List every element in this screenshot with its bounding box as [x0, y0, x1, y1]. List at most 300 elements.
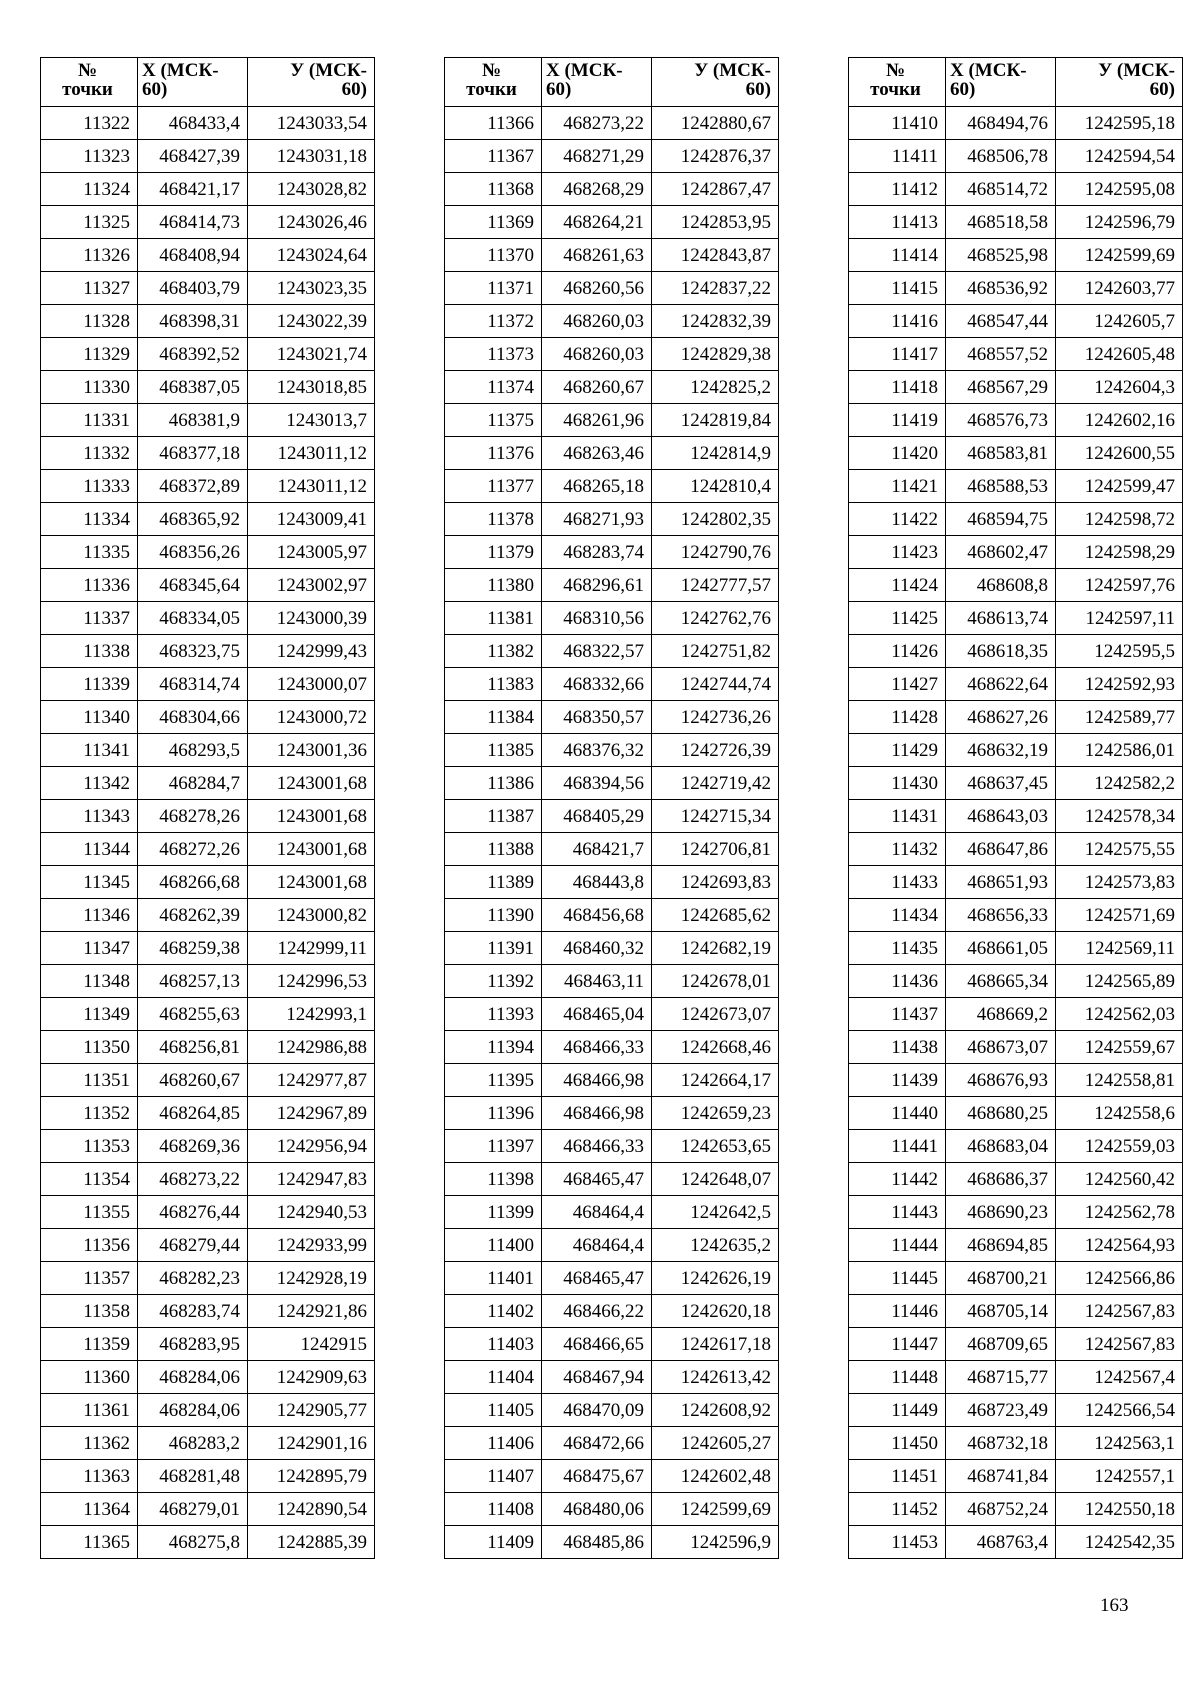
table-row: [849, 734, 1183, 767]
table-row: [445, 272, 779, 305]
y-coordinate-cell: 1242562,78: [1056, 1196, 1183, 1229]
y-coordinate-cell: 1243023,35: [248, 272, 375, 305]
y-coordinate-cell: 1242956,94: [248, 1130, 375, 1163]
table-row: [41, 833, 375, 866]
point-number-cell: 11428: [849, 701, 946, 734]
x-coordinate-cell: 468594,75: [946, 503, 1056, 536]
table-row: [445, 1163, 779, 1196]
table-row: [41, 965, 375, 998]
point-number-cell: 11373: [445, 338, 542, 371]
table-row: [849, 800, 1183, 833]
point-number-cell: 11343: [41, 800, 138, 833]
point-number-cell: 11340: [41, 701, 138, 734]
point-number-cell: 11447: [849, 1328, 946, 1361]
x-coordinate-cell: 468314,74: [138, 668, 248, 701]
point-number-cell: 11351: [41, 1064, 138, 1097]
x-coordinate-cell: 468647,86: [946, 833, 1056, 866]
point-number-cell: 11387: [445, 800, 542, 833]
table-row: [445, 1295, 779, 1328]
table-row: [849, 1460, 1183, 1493]
table-row: [849, 635, 1183, 668]
point-number-cell: 11345: [41, 866, 138, 899]
y-coordinate-cell: 1242829,38: [652, 338, 779, 371]
x-coordinate-cell: 468690,23: [946, 1196, 1056, 1229]
x-coordinate-cell: 468673,07: [946, 1031, 1056, 1064]
y-coordinate-cell: 1242542,35: [1056, 1526, 1183, 1559]
x-coordinate-cell: 468480,06: [542, 1493, 652, 1526]
y-coordinate-cell: 1242915: [248, 1328, 375, 1361]
point-number-header: № точки: [41, 58, 138, 107]
x-coordinate-cell: 468256,81: [138, 1031, 248, 1064]
table-row: [445, 1229, 779, 1262]
table-row: [41, 1031, 375, 1064]
y-coordinate-cell: 1242719,42: [652, 767, 779, 800]
point-number-header: № точки: [445, 58, 542, 107]
point-number-cell: 11438: [849, 1031, 946, 1064]
point-number-cell: 11396: [445, 1097, 542, 1130]
point-number-cell: 11370: [445, 239, 542, 272]
x-coordinate-cell: 468398,31: [138, 305, 248, 338]
x-coordinate-cell: 468265,18: [542, 470, 652, 503]
table-row: [41, 1493, 375, 1526]
y-coordinate-header: У (МСК- 60): [1056, 58, 1183, 107]
y-coordinate-cell: 1242867,47: [652, 173, 779, 206]
table-row: [445, 1262, 779, 1295]
point-number-cell: 11444: [849, 1229, 946, 1262]
x-coordinate-cell: 468365,92: [138, 503, 248, 536]
y-coordinate-cell: 1242586,01: [1056, 734, 1183, 767]
y-coordinate-cell: 1242564,93: [1056, 1229, 1183, 1262]
table-row: [849, 503, 1183, 536]
table-row: [445, 1493, 779, 1526]
x-coordinate-cell: 468278,26: [138, 800, 248, 833]
page-number: 163: [1100, 1595, 1129, 1616]
point-number-cell: 11446: [849, 1295, 946, 1328]
table-row: [849, 305, 1183, 338]
table-row: [445, 140, 779, 173]
x-coordinate-cell: 468576,73: [946, 404, 1056, 437]
point-number-cell: 11346: [41, 899, 138, 932]
x-coordinate-cell: 468651,93: [946, 866, 1056, 899]
y-coordinate-cell: 1242582,2: [1056, 767, 1183, 800]
y-coordinate-cell: 1242802,35: [652, 503, 779, 536]
point-number-cell: 11323: [41, 140, 138, 173]
table-row: [849, 140, 1183, 173]
y-coordinate-cell: 1242599,47: [1056, 470, 1183, 503]
y-coordinate-cell: 1242682,19: [652, 932, 779, 965]
x-coordinate-cell: 468723,49: [946, 1394, 1056, 1427]
y-coordinate-cell: 1242876,37: [652, 140, 779, 173]
table-row: [41, 206, 375, 239]
table-row: [445, 371, 779, 404]
y-coordinate-cell: 1242832,39: [652, 305, 779, 338]
y-coordinate-cell: 1242996,53: [248, 965, 375, 998]
x-coordinate-cell: 468547,44: [946, 305, 1056, 338]
point-number-cell: 11368: [445, 173, 542, 206]
table-row: [41, 767, 375, 800]
table-row: [445, 767, 779, 800]
point-number-cell: 11426: [849, 635, 946, 668]
table-row: [41, 1295, 375, 1328]
x-coordinate-cell: 468466,65: [542, 1328, 652, 1361]
point-number-cell: 11381: [445, 602, 542, 635]
x-coordinate-cell: 468263,46: [542, 437, 652, 470]
x-coordinate-cell: 468464,4: [542, 1196, 652, 1229]
table-row: [445, 635, 779, 668]
point-number-cell: 11342: [41, 767, 138, 800]
point-number-cell: 11358: [41, 1295, 138, 1328]
y-coordinate-cell: 1243011,12: [248, 470, 375, 503]
point-number-cell: 11360: [41, 1361, 138, 1394]
x-coordinate-cell: 468261,63: [542, 239, 652, 272]
y-coordinate-cell: 1242602,48: [652, 1460, 779, 1493]
x-coordinate-cell: 468282,23: [138, 1262, 248, 1295]
point-number-cell: 11403: [445, 1328, 542, 1361]
point-number-cell: 11364: [41, 1493, 138, 1526]
y-coordinate-cell: 1242626,19: [652, 1262, 779, 1295]
point-number-cell: 11393: [445, 998, 542, 1031]
table-row: [41, 470, 375, 503]
table-row: [849, 1229, 1183, 1262]
y-coordinate-cell: 1242567,83: [1056, 1295, 1183, 1328]
x-coordinate-cell: 468602,47: [946, 536, 1056, 569]
x-coordinate-cell: 468608,8: [946, 569, 1056, 602]
point-number-cell: 11433: [849, 866, 946, 899]
table-row: [41, 173, 375, 206]
point-number-cell: 11448: [849, 1361, 946, 1394]
y-coordinate-cell: 1242597,11: [1056, 602, 1183, 635]
y-coordinate-cell: 1243000,82: [248, 899, 375, 932]
x-coordinate-cell: 468421,17: [138, 173, 248, 206]
table-row: [849, 173, 1183, 206]
y-coordinate-cell: 1242814,9: [652, 437, 779, 470]
y-coordinate-cell: 1242563,1: [1056, 1427, 1183, 1460]
point-number-cell: 11378: [445, 503, 542, 536]
point-number-cell: 11352: [41, 1097, 138, 1130]
y-coordinate-cell: 1242825,2: [652, 371, 779, 404]
y-coordinate-cell: 1242567,4: [1056, 1361, 1183, 1394]
table-row: [849, 1262, 1183, 1295]
x-coordinate-cell: 468279,44: [138, 1229, 248, 1262]
point-number-cell: 11350: [41, 1031, 138, 1064]
x-coordinate-cell: 468345,64: [138, 569, 248, 602]
y-coordinate-cell: 1242562,03: [1056, 998, 1183, 1031]
x-coordinate-cell: 468464,4: [542, 1229, 652, 1262]
point-number-cell: 11349: [41, 998, 138, 1031]
table-body: [445, 107, 779, 1559]
x-coordinate-cell: 468466,98: [542, 1097, 652, 1130]
point-number-cell: 11406: [445, 1427, 542, 1460]
table-row: [445, 173, 779, 206]
point-number-cell: 11395: [445, 1064, 542, 1097]
x-coordinate-cell: 468583,81: [946, 437, 1056, 470]
table-row: [445, 437, 779, 470]
y-coordinate-cell: 1243002,97: [248, 569, 375, 602]
point-number-cell: 11377: [445, 470, 542, 503]
x-coordinate-cell: 468456,68: [542, 899, 652, 932]
y-coordinate-cell: 1243001,68: [248, 800, 375, 833]
table-row: [445, 1097, 779, 1130]
table-row: [849, 602, 1183, 635]
x-coordinate-cell: 468262,39: [138, 899, 248, 932]
table-row: [849, 932, 1183, 965]
table-row: [41, 668, 375, 701]
y-coordinate-cell: 1242967,89: [248, 1097, 375, 1130]
y-coordinate-cell: 1242550,18: [1056, 1493, 1183, 1526]
x-coordinate-cell: 468266,68: [138, 866, 248, 899]
point-number-cell: 11324: [41, 173, 138, 206]
point-number-cell: 11424: [849, 569, 946, 602]
table-row: [445, 833, 779, 866]
x-coordinate-cell: 468275,8: [138, 1526, 248, 1559]
point-number-cell: 11379: [445, 536, 542, 569]
point-number-cell: 11337: [41, 602, 138, 635]
point-number-cell: 11356: [41, 1229, 138, 1262]
point-number-cell: 11331: [41, 404, 138, 437]
point-number-cell: 11418: [849, 371, 946, 404]
y-coordinate-cell: 1242693,83: [652, 866, 779, 899]
x-coordinate-cell: 468536,92: [946, 272, 1056, 305]
table-row: [41, 107, 375, 140]
x-coordinate-cell: 468514,72: [946, 173, 1056, 206]
table-row: [849, 371, 1183, 404]
table-row: [41, 569, 375, 602]
table-row: [41, 1460, 375, 1493]
table-row: [445, 1031, 779, 1064]
table-row: [849, 272, 1183, 305]
x-coordinate-cell: 468618,35: [946, 635, 1056, 668]
x-coordinate-cell: 468279,01: [138, 1493, 248, 1526]
point-number-cell: 11401: [445, 1262, 542, 1295]
x-coordinate-cell: 468637,45: [946, 767, 1056, 800]
y-coordinate-cell: 1242566,54: [1056, 1394, 1183, 1427]
point-number-cell: 11413: [849, 206, 946, 239]
x-coordinate-cell: 468632,19: [946, 734, 1056, 767]
x-coordinate-cell: 468705,14: [946, 1295, 1056, 1328]
point-number-cell: 11432: [849, 833, 946, 866]
table-row: [445, 107, 779, 140]
table-row: [41, 734, 375, 767]
y-coordinate-cell: 1242559,67: [1056, 1031, 1183, 1064]
x-coordinate-cell: 468260,03: [542, 338, 652, 371]
y-coordinate-cell: 1243009,41: [248, 503, 375, 536]
x-coordinate-cell: 468283,2: [138, 1427, 248, 1460]
x-coordinate-cell: 468255,63: [138, 998, 248, 1031]
y-coordinate-cell: 1242947,83: [248, 1163, 375, 1196]
x-coordinate-cell: 468381,9: [138, 404, 248, 437]
y-coordinate-cell: 1243028,82: [248, 173, 375, 206]
table-row: [445, 965, 779, 998]
point-number-cell: 11430: [849, 767, 946, 800]
y-coordinate-header: У (МСК- 60): [248, 58, 375, 107]
point-number-cell: 11443: [849, 1196, 946, 1229]
table-row: [849, 1394, 1183, 1427]
x-coordinate-cell: 468259,38: [138, 932, 248, 965]
y-coordinate-cell: 1243031,18: [248, 140, 375, 173]
x-coordinate-cell: 468669,2: [946, 998, 1056, 1031]
y-coordinate-cell: 1242596,9: [652, 1526, 779, 1559]
x-coordinate-cell: 468273,22: [542, 107, 652, 140]
point-number-cell: 11453: [849, 1526, 946, 1559]
table-row: [849, 1328, 1183, 1361]
x-coordinate-cell: 468763,4: [946, 1526, 1056, 1559]
x-coordinate-cell: 468588,53: [946, 470, 1056, 503]
x-coordinate-cell: 468293,5: [138, 734, 248, 767]
y-coordinate-cell: 1243001,68: [248, 767, 375, 800]
y-coordinate-cell: 1242566,86: [1056, 1262, 1183, 1295]
table-row: [445, 668, 779, 701]
x-coordinate-cell: 468709,65: [946, 1328, 1056, 1361]
x-coordinate-cell: 468356,26: [138, 536, 248, 569]
y-coordinate-cell: 1243013,7: [248, 404, 375, 437]
y-coordinate-cell: 1242597,76: [1056, 569, 1183, 602]
x-coordinate-cell: 468427,39: [138, 140, 248, 173]
table-row: [41, 1196, 375, 1229]
point-number-cell: 11375: [445, 404, 542, 437]
x-coordinate-cell: 468332,66: [542, 668, 652, 701]
table-row: [41, 1526, 375, 1559]
y-coordinate-cell: 1242605,48: [1056, 338, 1183, 371]
x-coordinate-cell: 468405,29: [542, 800, 652, 833]
point-number-cell: 11386: [445, 767, 542, 800]
y-coordinate-cell: 1242685,62: [652, 899, 779, 932]
point-number-cell: 11332: [41, 437, 138, 470]
y-coordinate-cell: 1243021,74: [248, 338, 375, 371]
y-coordinate-cell: 1242885,39: [248, 1526, 375, 1559]
x-coordinate-cell: 468470,09: [542, 1394, 652, 1427]
x-coordinate-cell: 468472,66: [542, 1427, 652, 1460]
y-coordinate-cell: 1242921,86: [248, 1295, 375, 1328]
point-number-cell: 11389: [445, 866, 542, 899]
x-coordinate-cell: 468715,77: [946, 1361, 1056, 1394]
x-coordinate-cell: 468271,29: [542, 140, 652, 173]
y-coordinate-cell: 1242999,11: [248, 932, 375, 965]
x-coordinate-cell: 468310,56: [542, 602, 652, 635]
table-row: [41, 899, 375, 932]
point-number-cell: 11431: [849, 800, 946, 833]
point-number-cell: 11365: [41, 1526, 138, 1559]
x-coordinate-cell: 468622,64: [946, 668, 1056, 701]
table-row: [41, 1262, 375, 1295]
point-number-cell: 11336: [41, 569, 138, 602]
table-row: [445, 1130, 779, 1163]
table-row: [41, 998, 375, 1031]
point-number-cell: 11326: [41, 239, 138, 272]
point-number-cell: 11335: [41, 536, 138, 569]
point-number-cell: 11392: [445, 965, 542, 998]
y-coordinate-cell: 1242837,22: [652, 272, 779, 305]
y-coordinate-cell: 1242999,43: [248, 635, 375, 668]
table-row: [849, 239, 1183, 272]
point-number-cell: 11391: [445, 932, 542, 965]
y-coordinate-cell: 1242819,84: [652, 404, 779, 437]
table-row: [849, 1295, 1183, 1328]
point-number-cell: 11421: [849, 470, 946, 503]
x-coordinate-cell: 468665,34: [946, 965, 1056, 998]
y-coordinate-cell: 1242928,19: [248, 1262, 375, 1295]
point-number-cell: 11347: [41, 932, 138, 965]
x-coordinate-cell: 468283,95: [138, 1328, 248, 1361]
point-number-cell: 11414: [849, 239, 946, 272]
y-coordinate-cell: 1242933,99: [248, 1229, 375, 1262]
point-number-cell: 11442: [849, 1163, 946, 1196]
x-coordinate-cell: 468296,61: [542, 569, 652, 602]
x-coordinate-cell: 468627,26: [946, 701, 1056, 734]
x-coordinate-cell: 468567,29: [946, 371, 1056, 404]
y-coordinate-cell: 1242668,46: [652, 1031, 779, 1064]
y-coordinate-cell: 1242557,1: [1056, 1460, 1183, 1493]
table-row: [41, 635, 375, 668]
table-row: [849, 1361, 1183, 1394]
y-coordinate-cell: 1242706,81: [652, 833, 779, 866]
table-row: [445, 470, 779, 503]
header-row: [849, 58, 1183, 107]
point-number-cell: 11385: [445, 734, 542, 767]
table-row: [445, 734, 779, 767]
point-number-cell: 11383: [445, 668, 542, 701]
table-row: [41, 338, 375, 371]
y-coordinate-cell: 1242762,76: [652, 602, 779, 635]
table-row: [849, 569, 1183, 602]
point-number-cell: 11357: [41, 1262, 138, 1295]
table-row: [41, 1064, 375, 1097]
y-coordinate-cell: 1242603,77: [1056, 272, 1183, 305]
y-coordinate-cell: 1243011,12: [248, 437, 375, 470]
y-coordinate-cell: 1243005,97: [248, 536, 375, 569]
point-number-cell: 11445: [849, 1262, 946, 1295]
table-row: [445, 239, 779, 272]
table-row: [445, 206, 779, 239]
y-coordinate-cell: 1242810,4: [652, 470, 779, 503]
x-coordinate-cell: 468268,29: [542, 173, 652, 206]
x-coordinate-cell: 468741,84: [946, 1460, 1056, 1493]
table-row: [849, 536, 1183, 569]
point-number-cell: 11329: [41, 338, 138, 371]
y-coordinate-cell: 1243033,54: [248, 107, 375, 140]
y-coordinate-cell: 1242567,83: [1056, 1328, 1183, 1361]
table-row: [445, 1460, 779, 1493]
x-coordinate-cell: 468403,79: [138, 272, 248, 305]
point-number-cell: 11366: [445, 107, 542, 140]
x-coordinate-cell: 468494,76: [946, 107, 1056, 140]
y-coordinate-cell: 1242843,87: [652, 239, 779, 272]
point-number-cell: 11417: [849, 338, 946, 371]
y-coordinate-cell: 1242736,26: [652, 701, 779, 734]
point-number-cell: 11450: [849, 1427, 946, 1460]
y-coordinate-cell: 1242726,39: [652, 734, 779, 767]
x-coordinate-cell: 468304,66: [138, 701, 248, 734]
x-coordinate-header: X (МСК- 60): [138, 58, 248, 107]
x-coordinate-cell: 468283,74: [138, 1295, 248, 1328]
table-row: [445, 503, 779, 536]
point-number-cell: 11322: [41, 107, 138, 140]
table-row: [41, 1130, 375, 1163]
x-coordinate-cell: 468557,52: [946, 338, 1056, 371]
y-coordinate-cell: 1242558,81: [1056, 1064, 1183, 1097]
x-coordinate-cell: 468334,05: [138, 602, 248, 635]
table-row: [445, 899, 779, 932]
table-row: [41, 602, 375, 635]
point-number-cell: 11355: [41, 1196, 138, 1229]
y-coordinate-cell: 1243001,36: [248, 734, 375, 767]
x-coordinate-cell: 468394,56: [542, 767, 652, 800]
y-coordinate-cell: 1242635,2: [652, 1229, 779, 1262]
y-coordinate-cell: 1242993,1: [248, 998, 375, 1031]
y-coordinate-cell: 1242571,69: [1056, 899, 1183, 932]
x-coordinate-cell: 468260,03: [542, 305, 652, 338]
y-coordinate-cell: 1242744,74: [652, 668, 779, 701]
x-coordinate-cell: 468443,8: [542, 866, 652, 899]
